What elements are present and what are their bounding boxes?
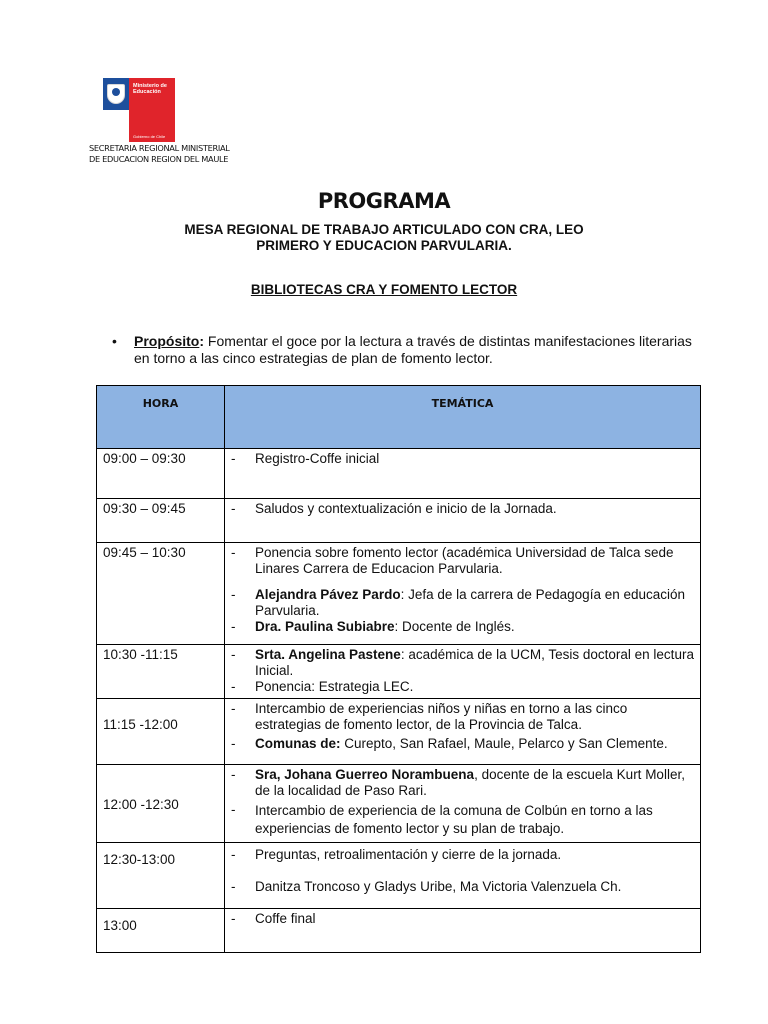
section-heading: BIBLIOTECAS CRA Y FOMENTO LECTOR xyxy=(250,282,518,297)
hora-cell: 09:30 – 09:45 xyxy=(97,499,225,543)
list-item: - Preguntas, retroalimentación y cierre de la jornada. xyxy=(231,847,562,862)
program-table xyxy=(96,385,701,953)
hora-cell: 12:00 -12:30 xyxy=(97,765,225,843)
table-row xyxy=(97,843,701,909)
header-hora: HORA xyxy=(97,386,225,449)
list-item: - Sra, Johana Guerreo Norambuena, docente de la escuela Kurt Moller, de la localidad de Paso Rari. xyxy=(231,767,685,798)
list-item: - Registro-Coffe inicial xyxy=(231,451,380,466)
table-header-row xyxy=(97,386,701,449)
table-row xyxy=(97,765,701,843)
list-item: - Saludos y contextualización e inicio de la Jornada. xyxy=(231,501,557,516)
list-item: - Alejandra Pávez Pardo: Jefa de la carrera de Pedagogía en educación Parvularia. xyxy=(231,587,686,618)
secretaria-label: SECRETARIA REGIONAL MINISTERIAL DE EDUCACION REGION DEL MAULE xyxy=(89,143,230,164)
table-row xyxy=(97,645,701,699)
list-item: - Ponencia sobre fomento lector (académica Universidad de Talca sede Linares Carrera de Educacion Parvularia. xyxy=(231,545,674,576)
list-item: - Comunas de: Curepto, San Rafael, Maule, Pelarco y San Clemente. xyxy=(231,736,668,751)
hora-cell: 09:00 – 09:30 xyxy=(97,449,225,499)
ministry-logo xyxy=(103,78,175,142)
table-row xyxy=(97,449,701,499)
list-item: - Intercambio de experiencia de la comuna de Colbún en torno a las experiencias de fomento lector y su plan de trabajo. xyxy=(231,802,653,836)
tematica-cell xyxy=(225,543,701,645)
tematica-cell xyxy=(225,645,701,699)
purpose-bullet: • xyxy=(112,333,117,349)
tematica-cell xyxy=(225,909,701,953)
purpose-paragraph: Propósito: Fomentar el goce por la lectura a través de distintas manifestaciones literarias en torno a las cinco estrategias de plan de fomento lector. xyxy=(134,333,692,366)
page-title: PROGRAMA xyxy=(317,189,451,213)
list-item: - Ponencia: Estrategia LEC. xyxy=(231,679,414,694)
table-row xyxy=(97,909,701,953)
tematica-cell xyxy=(225,765,701,843)
list-item: - Dra. Paulina Subiabre: Docente de Inglés. xyxy=(231,619,515,634)
hora-cell: 11:15 -12:00 xyxy=(97,699,225,765)
coat-of-arms-icon xyxy=(107,84,125,104)
list-item: - Intercambio de experiencias niños y niñas en torno a las cinco estrategias de fomento lector, de la Provincia de Talca. xyxy=(231,701,628,732)
tematica-cell xyxy=(225,499,701,543)
tematica-cell xyxy=(225,843,701,909)
list-item: - Coffe final xyxy=(231,911,316,926)
tematica-cell xyxy=(225,699,701,765)
hora-cell: 10:30 -11:15 xyxy=(97,645,225,699)
logo-blue-band xyxy=(103,78,129,142)
logo-text: Ministerio de Educación xyxy=(133,83,167,95)
table-row xyxy=(97,499,701,543)
logo-gob-text: Gobierno de Chile xyxy=(133,134,166,139)
header-tematica: TEMÁTICA xyxy=(225,386,701,449)
list-item: - Danitza Troncoso y Gladys Uribe, Ma Victoria Valenzuela Ch. xyxy=(231,879,622,894)
tematica-cell xyxy=(225,449,701,499)
hora-cell: 13:00 xyxy=(97,909,225,953)
hora-cell: 12:30-13:00 xyxy=(97,843,225,909)
table-row xyxy=(97,543,701,645)
page-subtitle: MESA REGIONAL DE TRABAJO ARTICULADO CON CRA, LEO PRIMERO Y EDUCACION PARVULARIA. xyxy=(184,222,584,253)
list-item: - Srta. Angelina Pastene: académica de la UCM, Tesis doctoral en lectura Inicial. xyxy=(231,647,694,678)
table-row xyxy=(97,699,701,765)
hora-cell: 09:45 – 10:30 xyxy=(97,543,225,645)
purpose-label: Propósito xyxy=(134,333,200,349)
